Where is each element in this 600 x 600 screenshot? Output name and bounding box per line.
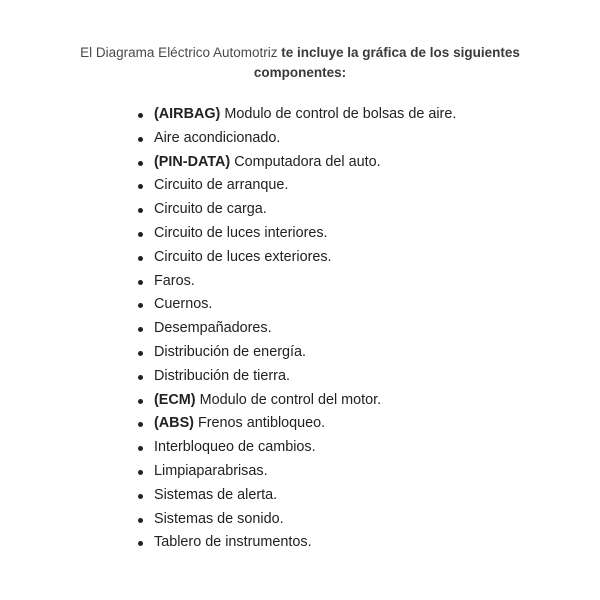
item-text: Sistemas de alerta. (154, 486, 278, 503)
list-item (131, 531, 456, 555)
bullet-icon (138, 137, 143, 142)
intro-bold-text: te incluye la gráfica de los siguientes componentes: (253, 45, 520, 80)
list-item (131, 198, 456, 222)
bullet-icon (138, 375, 143, 380)
item-text: Circuito de luces exteriores. (154, 248, 332, 265)
list-item (131, 270, 456, 294)
components-list (131, 103, 456, 555)
bullet-icon (138, 351, 143, 356)
item-text: Tablero de instrumentos. (154, 534, 312, 551)
list-item (131, 317, 456, 341)
list-item (131, 412, 456, 436)
list-item (131, 151, 456, 175)
bullet-icon (138, 422, 143, 427)
item-text: Circuito de arranque. (154, 177, 289, 194)
bullet-icon (138, 232, 143, 237)
item-text: Modulo de control de bolsas de aire. (224, 106, 457, 122)
bullet-icon (138, 399, 143, 404)
item-text: Cuernos. (154, 296, 213, 313)
item-tag: (AIRBAG) (154, 106, 221, 122)
item-text: Modulo de control del motor. (199, 391, 382, 408)
item-tag: (ABS) (154, 415, 194, 432)
bullet-icon (138, 113, 143, 118)
intro-paragraph (60, 43, 540, 83)
bullet-icon (138, 470, 143, 475)
item-text: Sistemas de sonido. (154, 510, 284, 527)
item-text: Interbloqueo de cambios. (154, 439, 316, 456)
list-item (131, 103, 456, 127)
item-text: Faros. (154, 272, 195, 289)
item-text: Limpiaparabrisas. (154, 462, 268, 479)
item-text: Computadora del auto. (234, 153, 381, 170)
item-text: Circuito de luces interiores. (154, 224, 328, 241)
bullet-icon (138, 303, 143, 308)
item-tag: (ECM) (154, 391, 196, 408)
list-item (131, 127, 456, 151)
list-item (131, 293, 456, 317)
bullet-icon (138, 208, 143, 213)
bullet-icon (138, 518, 143, 523)
bullet-icon (138, 446, 143, 451)
list-item (131, 246, 456, 270)
item-text: Distribución de tierra. (154, 367, 290, 384)
bullet-icon (138, 161, 143, 166)
item-tag: (PIN-DATA) (154, 153, 231, 170)
intro-plain-text: El Diagrama Eléctrico Automotriz (80, 45, 278, 60)
list-item (131, 389, 456, 413)
bullet-icon (138, 541, 143, 546)
bullet-icon (138, 280, 143, 285)
list-item (131, 460, 456, 484)
bullet-icon (138, 256, 143, 261)
bullet-icon (138, 494, 143, 499)
list-item (131, 174, 456, 198)
list-item (131, 365, 456, 389)
item-text: Circuito de carga. (154, 201, 267, 218)
bullet-icon (138, 184, 143, 189)
item-text: Frenos antibloqueo. (197, 415, 326, 432)
bullet-icon (138, 327, 143, 332)
list-item (131, 508, 456, 532)
list-item (131, 341, 456, 365)
list-item (131, 436, 456, 460)
item-text: Distribución de energía. (154, 343, 306, 360)
item-text: Aire acondicionado. (154, 129, 281, 146)
item-text: Desempañadores. (154, 320, 272, 337)
list-item (131, 222, 456, 246)
list-item (131, 484, 456, 508)
